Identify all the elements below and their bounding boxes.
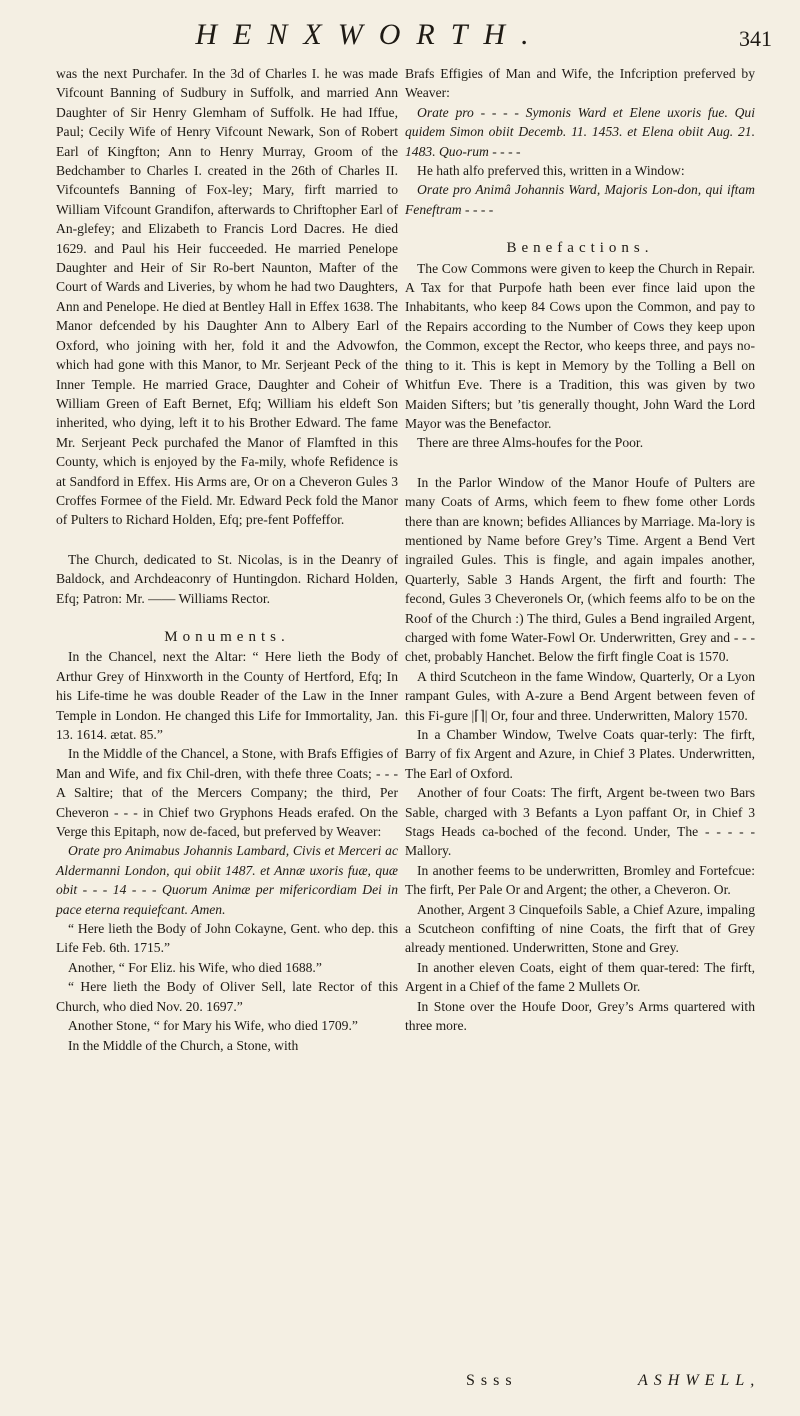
paragraph-cokayne: “ Here lieth the Body of John Cokayne, Gent. who dep. this Life Feb. 6th. 1715.” — [56, 921, 398, 956]
page-number: 341 — [739, 26, 772, 51]
paragraph-cinquefoils: Another, Argent 3 Cinquefoils Sable, a Chief Azure, impaling a Scutcheon confifting of nine Coats, the firft that of Grey already mentioned. Underwritten, Stone and Grey. — [405, 901, 755, 956]
section-heading-benefactions: Benefactions. — [506, 240, 654, 257]
paragraph-eleven-coats: In another eleven Coats, eight of them quar-tered: The firft, Argent in a Chief of the fame 2 Mullets Or. — [405, 959, 755, 995]
epitaph-lambard: Orate pro Animabus Johannis Lambard, Civis et Merceri ac Aldermanni London, qui obiit 1487. et Annæ uxoris fuæ, quæ obit - - - 14 - - - Quorum Animæ per mifericordiam Dei in pace eterna requiefcant. Amen. — [56, 843, 398, 917]
paragraph-third-scutcheon: A third Scutcheon in the fame Window, Quarterly, Or a Lyon rampant Gules, with A-zure a Bend Argent between feven of this Fi-gure |⌈⌉| Or, four and three. Underwritten, Malory 1570. — [405, 668, 755, 723]
right-column — [405, 64, 755, 1036]
paragraph-parlor-window: In the Parlor Window of the Manor Houfe of Pulters are many Coats of Arms, which feem to fhew fome other Lords there than are known; befides Alliances by Marriage. Ma-lory is mentioned by Name before Grey’s Time. Argent a Bend Vert ingrailed Gules. This is fingle, and again impales another, Quarterly, Sable 3 Hands Argent, the firft and fourth: The fecond, Gules 3 Cheveronels Or, (which feems alfo to be on the Roof of the Church :) The third, Gules a Bend ingrailed Argent, charged with fome Water-Fowl Or. Underwritten, Grey and - - - chet, probably Hanchet. Below the firft fingle Coat is 1570. — [405, 474, 755, 665]
paragraph-window: He hath alfo preferved this, written in a Window: — [417, 163, 685, 179]
paragraph-house-door: In Stone over the Houfe Door, Grey’s Arms quartered with three more. — [405, 998, 755, 1034]
epitaph-window: Orate pro Animâ Johannis Ward, Majoris Lon-don, qui iftam Feneftram - - - - — [405, 182, 755, 217]
paragraph-brass-effigies: Brafs Effigies of Man and Wife, the Infcription preferved by Weaver: — [405, 66, 755, 101]
paragraph-manor-history: was the next Purchafer. In the 3d of Charles I. he was made Vifcount Banning of Sudbury in Suffolk, and married Ann Daughter of Sir Henry Glemham of Suffolk. He had Iffue, Paul; Cecily Wife of Henry Vifcount Newark, Son of Robert Earl of Kingfton; Ann to Henry Murray, Groom of the Bedchamber to Charles I. created in the 26th of Charles II. Vifcountefs Banning of Fox-ley; Mary, firft married to William Vifcount Grandifon, afterwards to Chriftopher Earl of An-glefey; and Elizabeth to Francis Lord Dacres. He died 1629. and Paul his Heir fucceeded. He married Penelope Daughter and Heir of Sir Ro-bert Naunton, Mafter of the Court of Wards and Liveries, by whom he had two Daughters, Ann and Penelope. He died at Bentley Hall in Effex 1638. The Manor defcended by his Daughter Ann to Albery Earl of Oxford, who joining with her, fold it and the Advowfon, which had gone with this Manor, to Mr. Serjeant Peck of the Inner Temple. He married Grace, Daughter and Coheir of William Green of Eaft Bernet, Efq; William his eldeft Son inherited, who dying, left it to his Brother Edward. The fame Mr. Serjeant Peck purchafed the Manor of Flamfted in this County, which is enjoyed by the Fa-mily, whofe Refidence is at Sandford in Effex. His Arms are, Or on a Cheveron Gules 3 Croffes Formee of the Field. Mr. Edward Peck fold the Manor of Pulters to Richard Holden, Efq; pre-fent Poffeffor. — [56, 66, 398, 528]
paragraph-chamber-window: In a Chamber Window, Twelve Coats quar-terly: The firft, Barry of fix Argent and Azure, in Chief 3 Plates. Underwritten, The Earl of Oxford. — [405, 727, 755, 781]
page-footer — [0, 1372, 800, 1402]
paragraph-sell: “ Here lieth the Body of Oliver Sell, late Rector of this Church, who died Nov. 20. 1697.” — [56, 979, 398, 1014]
running-head — [0, 18, 800, 58]
paragraph-almshouses: There are three Alms-houfes for the Poor. — [417, 435, 644, 451]
paragraph-cow-commons: The Cow Commons were given to keep the Church in Repair. A Tax for that Purpofe hath been ever fince laid upon the Inhabitants, who keep 84 Cows upon the Common, and pay to the Repairs according to the Number of Cows they keep upon the Common, except the Rector, who keeps three, and pays no-thing to it. This is kept in Memory by the Tolling a Bell on Whitfun Eve. There is a Tradition, this was given by two Maiden Sifters; but ’tis generally thought, John Ward the Lord Mayor was the Benefactor. — [405, 260, 755, 431]
paragraph-chancel-stone: In the Middle of the Chancel, a Stone, with Brafs Effigies of Man and Wife, and fix Chil-dren, with thefe three Coats; - - - A Saltire; that of the Mercers Company; the third, Per Cheveron - - - in Chief two Gryphons Heads erafed. On the Verge this Epitaph, now de-faced, but preferved by Weaver: — [56, 746, 398, 840]
paragraph-chancel-grey: In the Chancel, next the Altar: “ Here lieth the Body of Arthur Grey of Hinxworth in the County of Hertford, Efq; In his Life-time he was double Reader of the Law in the Inner Temple in London. He changed this Life for Immortality, Jan. 13. 1614. ætat. 85.” — [56, 649, 398, 742]
page-title: HENXWORTH. — [195, 18, 545, 51]
paragraph-church-stone: In the Middle of the Church, a Stone, with — [68, 1037, 299, 1053]
left-column — [56, 64, 398, 1055]
catchword: ASHWELL, — [638, 1372, 761, 1389]
paragraph-mary: Another Stone, “ for Mary his Wife, who died 1709.” — [68, 1018, 358, 1034]
signature-mark: Ssss — [466, 1372, 518, 1389]
epitaph-ward: Orate pro - - - - Symonis Ward et Elene uxoris fue. Qui quidem Simon obiit Decemb. 11. 1453. et Elena obiit Aug. 21. 1483. Quo-rum - - - - — [405, 104, 755, 159]
section-heading-monuments: Monuments. — [164, 628, 290, 645]
paragraph-eliz: Another, “ For Eliz. his Wife, who died 1688.” — [68, 959, 322, 975]
paragraph-church: The Church, dedicated to St. Nicolas, is in the Deanry of Baldock, and Archdeaconry of Huntingdon. Richard Holden, Efq; Patron: Mr. —— Williams Rector. — [56, 551, 398, 606]
paragraph-bromley: In another feems to be underwritten, Bromley and Fortefcue: The firft, Per Pale Or and Argent; the other, a Cheveron. Or. — [405, 862, 755, 898]
paragraph-four-coats: Another of four Coats: The firft, Argent be-tween two Bars Sable, charged with 3 Befants a Lyon paffant Or, in Chief 3 Stags Heads ca-boched of the fecond. Under, The - - - - - Mallory. — [405, 785, 755, 859]
